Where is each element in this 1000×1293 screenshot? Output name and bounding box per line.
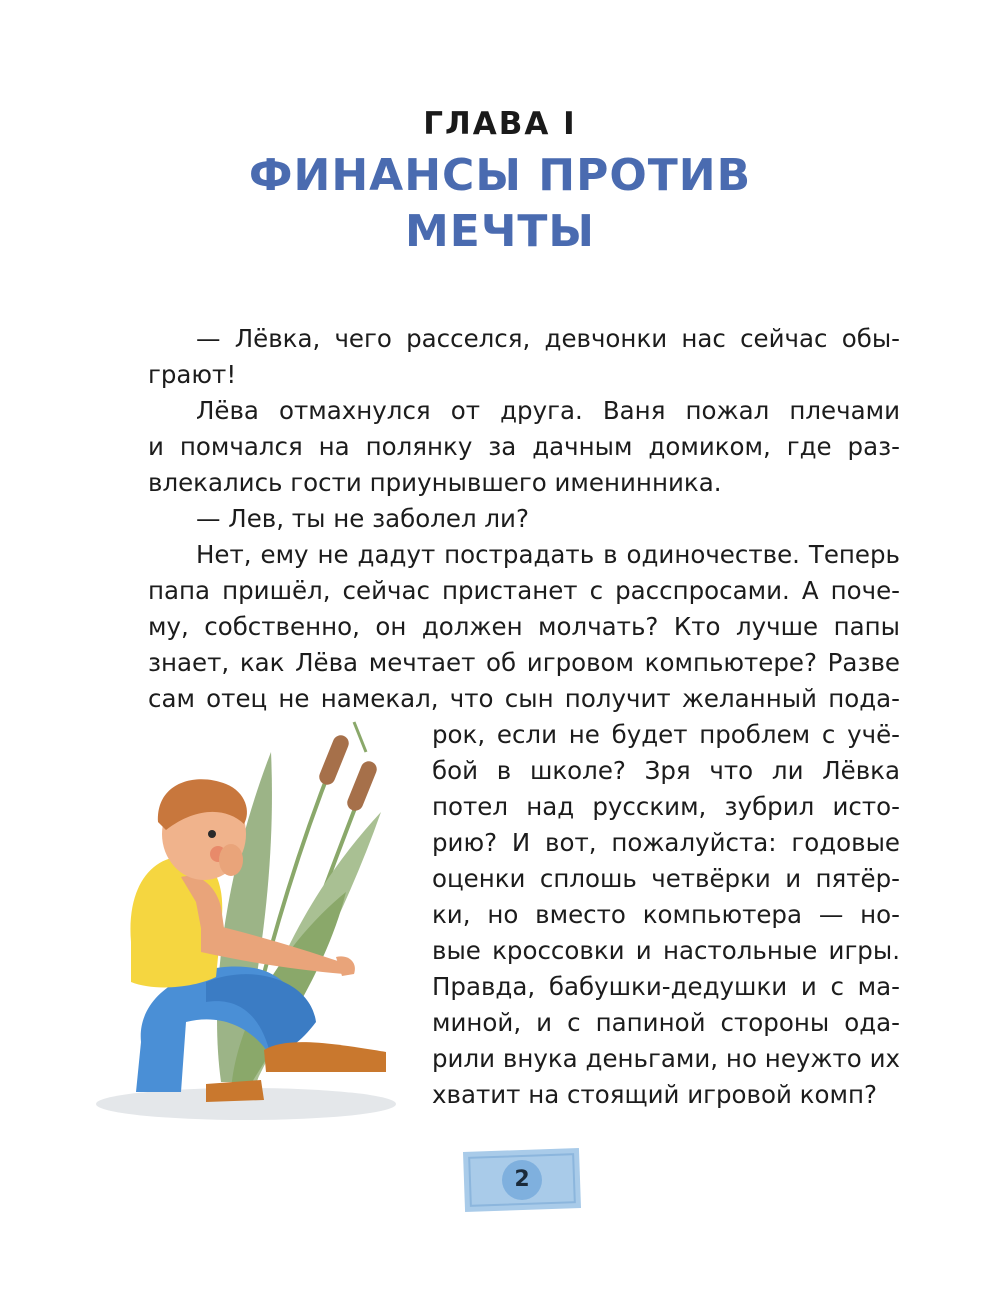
text-line: потел над русским, зубрил исто-	[432, 792, 900, 821]
text-line: и помчался на полянку за дачным домиком, где раз-	[148, 432, 900, 461]
chapter-title	[0, 148, 1000, 260]
eye	[208, 830, 216, 838]
text-line: — Лев, ты не заболел ли?	[196, 504, 529, 533]
text-line: рок, если не будет проблем с учё-	[432, 720, 900, 749]
boy-sitting-illustration	[86, 712, 406, 1132]
text-line: вые кроссовки и настольные игры.	[432, 936, 900, 965]
text-line: Лёва отмахнулся от друга. Ваня пожал плечами	[196, 396, 900, 425]
text-line: Нет, ему не дадут пострадать в одиночестве. Теперь	[196, 540, 900, 569]
text-line: папа пришёл, сейчас пристанет с расспросами. А поче-	[148, 576, 900, 605]
text-line: влекались гости приунывшего именинника.	[148, 468, 722, 497]
text-line: знает, как Лёва мечтает об игровом компьютере? Разве	[148, 648, 900, 677]
text-line: рию? И вот, пожалуйста: годовые	[432, 828, 900, 857]
text-line: оценки сплошь четвёрки и пятёр-	[432, 864, 900, 893]
hand	[219, 844, 243, 876]
text-line: сам отец не намекал, что сын получит желанный пода-	[148, 684, 900, 713]
text-line: рили внука деньгами, но неужто их	[432, 1044, 900, 1073]
chapter-title-line: МЕЧТЫ	[404, 206, 595, 257]
cattail-stem	[354, 722, 366, 752]
shoe	[264, 1042, 386, 1072]
text-line: грают!	[148, 360, 237, 389]
cattail-head	[317, 733, 351, 787]
text-line: ки, но вместо компьютера — но-	[432, 900, 900, 929]
chapter-label: ГЛАВА I	[423, 106, 577, 142]
chapter-title-line: ФИНАНСЫ ПРОТИВ	[248, 150, 752, 201]
text-line: — Лёвка, чего расселся, девчонки нас сейчас обы-	[196, 324, 900, 353]
text-line: Правда, бабушки-дедушки и с ма-	[432, 972, 900, 1001]
text-line: бой в школе? Зря что ли Лёвка	[432, 756, 900, 785]
text-line: хватит на стоящий игровой комп?	[432, 1080, 877, 1109]
text-line: му, собственно, он должен молчать? Кто лучше папы	[148, 612, 900, 641]
cattail-head	[345, 759, 379, 813]
text-line: миной, и с папиной стороны ода-	[432, 1008, 900, 1037]
shoe	[206, 1080, 264, 1102]
page-number: 2	[514, 1167, 530, 1192]
